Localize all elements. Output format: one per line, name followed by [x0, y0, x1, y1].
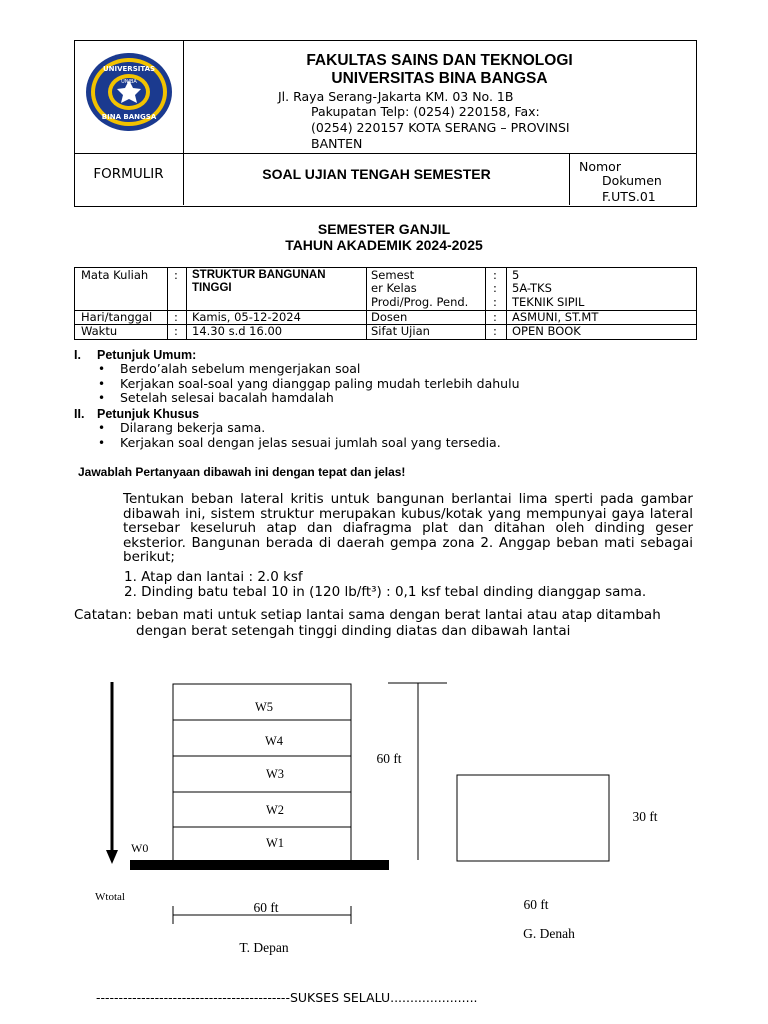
- form-col-divider-2: [569, 153, 570, 205]
- general-title: Petunjuk Umum:: [97, 348, 197, 362]
- exam-type-value: OPEN BOOK: [512, 324, 581, 338]
- info-col-line-4: [485, 267, 486, 339]
- exam-type-label: Sifat Ujian: [371, 324, 430, 338]
- time-value: 14.30 s.d 16.00: [192, 324, 283, 338]
- floor-label-w1: W1: [265, 836, 285, 850]
- logo-top-text: UNIVERSITAS: [102, 65, 156, 73]
- doc-number-value: F.UTS.01: [602, 189, 656, 204]
- lecturer-label: Dosen: [371, 310, 408, 324]
- university-name: UNIVERSITAS BINA BANGSA: [331, 70, 548, 87]
- floor-w3: [173, 756, 351, 792]
- semester-label-2: er Kelas: [371, 281, 417, 295]
- front-caption: T. Depan: [239, 940, 289, 955]
- list-item: • Kerjakan soal dengan jelas sesuai jumlah soal yang tersedia.: [96, 436, 501, 451]
- plan-caption: G. Denah: [523, 926, 575, 941]
- colon: :: [493, 324, 497, 338]
- colon: :: [493, 310, 497, 324]
- floor-label-w5: W5: [254, 700, 274, 714]
- semester-label-1: Semest: [371, 268, 415, 282]
- plan-rect: [457, 775, 609, 861]
- floor-w1: [173, 827, 351, 861]
- colon: :: [174, 324, 178, 338]
- ground-slab: [130, 860, 389, 870]
- academic-year: TAHUN AKADEMIK 2024-2025: [285, 237, 483, 253]
- floor-label-w2: W2: [265, 803, 285, 817]
- list-item: • Berdo’alah sebelum mengerjakan soal: [96, 362, 520, 377]
- footer-text: -------------------------------------------SUKSES SELALU......................: [96, 990, 478, 1005]
- header-row-divider: [74, 153, 697, 154]
- floor-w4: [173, 720, 351, 756]
- question-prompt: Jawablah Pertanyaan dibawah ini dengan tepat dan jelas!: [78, 465, 406, 479]
- floor-label-w3: W3: [265, 767, 285, 781]
- colon: :: [493, 281, 497, 295]
- address-line-1: Jl. Raya Serang-Jakarta KM. 03 No. 1B: [278, 89, 514, 104]
- width-front-label: 60 ft: [253, 900, 279, 915]
- plan-width-label: 60 ft: [523, 897, 549, 912]
- height-label: 60 ft: [376, 751, 402, 766]
- load-arrow-head: [106, 850, 118, 864]
- university-logo: [84, 52, 174, 132]
- note-line-2: dengan berat setengah tinggi dinding diatas dan dibawah lantai: [136, 623, 571, 639]
- colon: :: [174, 310, 178, 324]
- building-figure: [0, 670, 768, 970]
- list-item: • Setelah selesai bacalah hamdalah: [96, 391, 520, 406]
- list-item: • Dilarang bekerja sama.: [96, 421, 501, 436]
- question-item-2: 2. Dinding batu tebal 10 in (120 lb/ft³) : 0,1 ksf tebal dinding dianggap sama.: [124, 584, 647, 600]
- course-label: Mata Kuliah: [81, 268, 149, 282]
- list-item: • Kerjakan soal-soal yang dianggap paling mudah terlebih dahulu: [96, 377, 520, 392]
- lecturer-value: ASMUNI, ST.MT: [512, 310, 599, 324]
- special-list: [96, 421, 501, 450]
- colon: :: [493, 295, 497, 309]
- time-label: Waktu: [81, 324, 118, 338]
- general-num: I.: [74, 348, 81, 362]
- program-value: TEKNIK SIPIL: [512, 295, 585, 309]
- logo-bottom-text: BINA BANGSA: [101, 113, 157, 121]
- course-value-2: TINGGI: [192, 282, 232, 294]
- info-col-line-2: [186, 267, 187, 339]
- floor-label-w4: W4: [264, 734, 284, 748]
- form-label: FORMULIR: [93, 166, 164, 182]
- floor-w2: [173, 792, 351, 827]
- info-col-line-3: [366, 267, 367, 339]
- form-title: SOAL UJIAN TENGAH SEMESTER: [262, 166, 491, 182]
- address-line-4: BANTEN: [311, 136, 363, 151]
- semester-label-3: Prodi/Prog. Pend.: [371, 295, 469, 309]
- w0-label: W0: [131, 841, 149, 855]
- special-title: Petunjuk Khusus: [97, 407, 200, 421]
- special-num: II.: [74, 407, 85, 421]
- faculty-name: FAKULTAS SAINS DAN TEKNOLOGI: [306, 52, 573, 69]
- address-line-3: (0254) 220157 KOTA SERANG – PROVINSI: [311, 120, 570, 135]
- doc-number-label-2: Dokumen: [602, 173, 662, 188]
- colon: :: [493, 268, 497, 282]
- doc-number-label-1: Nomor: [579, 159, 621, 174]
- general-list: [96, 362, 520, 406]
- date-value: Kamis, 05-12-2024: [192, 310, 301, 324]
- semester-title: SEMESTER GANJIL: [317, 221, 451, 237]
- date-label: Hari/tanggal: [81, 310, 153, 324]
- question-body: Tentukan beban lateral kritis untuk bangunan berlantai lima sperti pada gambar dibawah ini, sistem struktur merupakan kubus/kotak yang mempunyai gaya lateral tersebar keseluruh atap dan diafragma plat dan ditahan oleh dinding geser eksterior. Bangunan berada di daerah gempa zona 2. Anggap beban mati sebagai berikut;: [123, 491, 693, 565]
- info-col-line-5: [506, 267, 507, 339]
- colon: :: [174, 268, 178, 282]
- address-line-2: Pakupatan Telp: (0254) 220158, Fax:: [311, 104, 540, 119]
- course-value-1: STRUKTUR BANGUNAN: [192, 269, 326, 281]
- note-line-1: Catatan: beban mati untuk setiap lantai sama dengan berat lantai atau atap ditambah: [74, 607, 661, 623]
- semester-value: 5: [512, 268, 520, 282]
- question-item-1: 1. Atap dan lantai : 2.0 ksf: [124, 569, 303, 585]
- plan-depth-label: 30 ft: [632, 809, 658, 824]
- class-value: 5A-TKS: [512, 281, 552, 295]
- wtotal-label: Wtotal: [95, 891, 125, 903]
- logo-center-text: UNIBA: [121, 79, 137, 85]
- info-col-line-1: [167, 267, 168, 339]
